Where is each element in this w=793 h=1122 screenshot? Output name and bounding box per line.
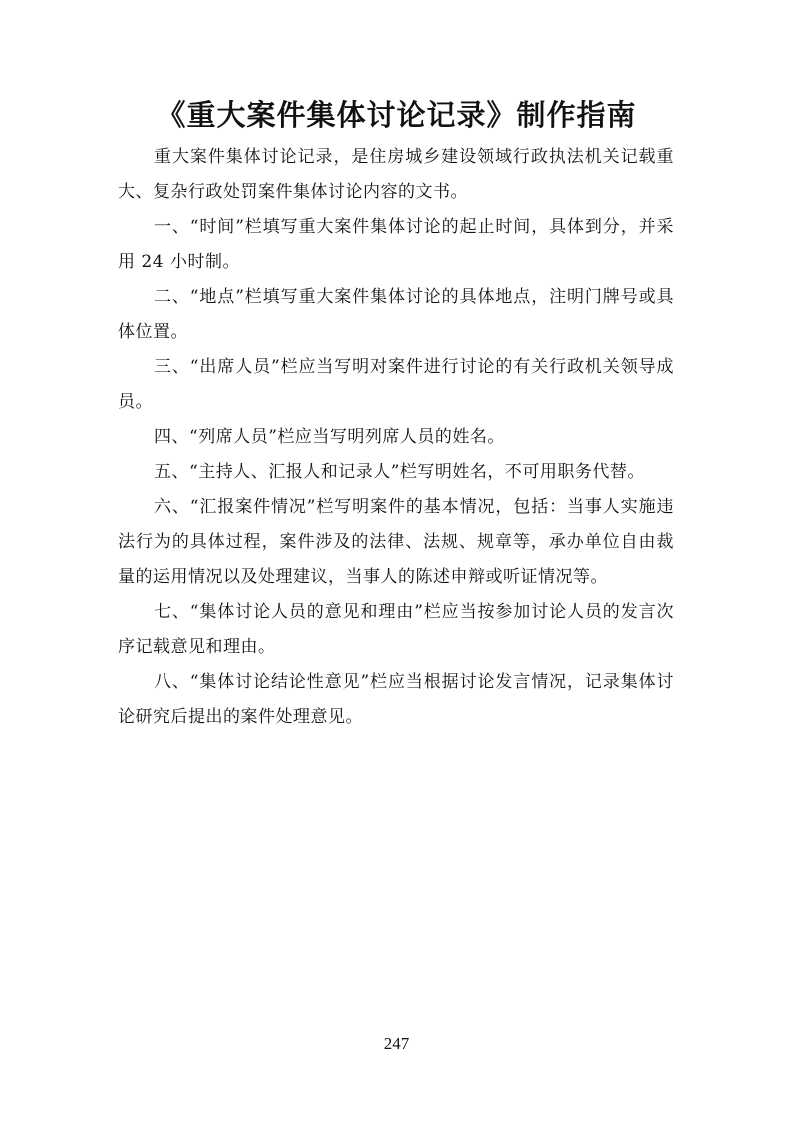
guideline-item-attendees: 三、“出席人员”栏应当写明对案件进行讨论的有关行政机关领导成员。 bbox=[118, 357, 674, 412]
guideline-item-host-reporter-recorder: 五、“主持人、汇报人和记录人”栏写明姓名，不可用职务代替。 bbox=[154, 462, 645, 482]
guideline-item-location: 二、“地点”栏填写重大案件集体讨论的具体地点，注明门牌号或具体位置。 bbox=[118, 287, 674, 342]
guideline-item-opinions: 七、“集体讨论人员的意见和理由”栏应当按参加讨论人员的发言次序记载意见和理由。 bbox=[118, 602, 674, 657]
page-title: 《重大案件集体讨论记录》制作指南 bbox=[156, 98, 637, 132]
guideline-item-observers: 四、“列席人员”栏应当写明列席人员的姓名。 bbox=[154, 427, 505, 447]
guideline-item-time: 一、“时间”栏填写重大案件集体讨论的起止时间，具体到分，并采用 24 小时制。 bbox=[118, 217, 674, 272]
page-number: 247 bbox=[383, 1034, 410, 1053]
guideline-item-case-report: 六、“汇报案件情况”栏写明案件的基本情况，包括：当事人实施违法行为的具体过程，案件涉及的法律、法规、规章等，承办单位自由裁量的运用情况以及处理建议，当事人的陈述申辩或听证情况等。 bbox=[118, 497, 674, 587]
document-body bbox=[118, 140, 674, 735]
intro-paragraph: 重大案件集体讨论记录，是住房城乡建设领域行政执法机关记载重大、复杂行政处罚案件集体讨论内容的文书。 bbox=[118, 147, 674, 202]
guideline-item-conclusion: 八、“集体讨论结论性意见”栏应当根据讨论发言情况，记录集体讨论研究后提出的案件处理意见。 bbox=[118, 672, 674, 727]
